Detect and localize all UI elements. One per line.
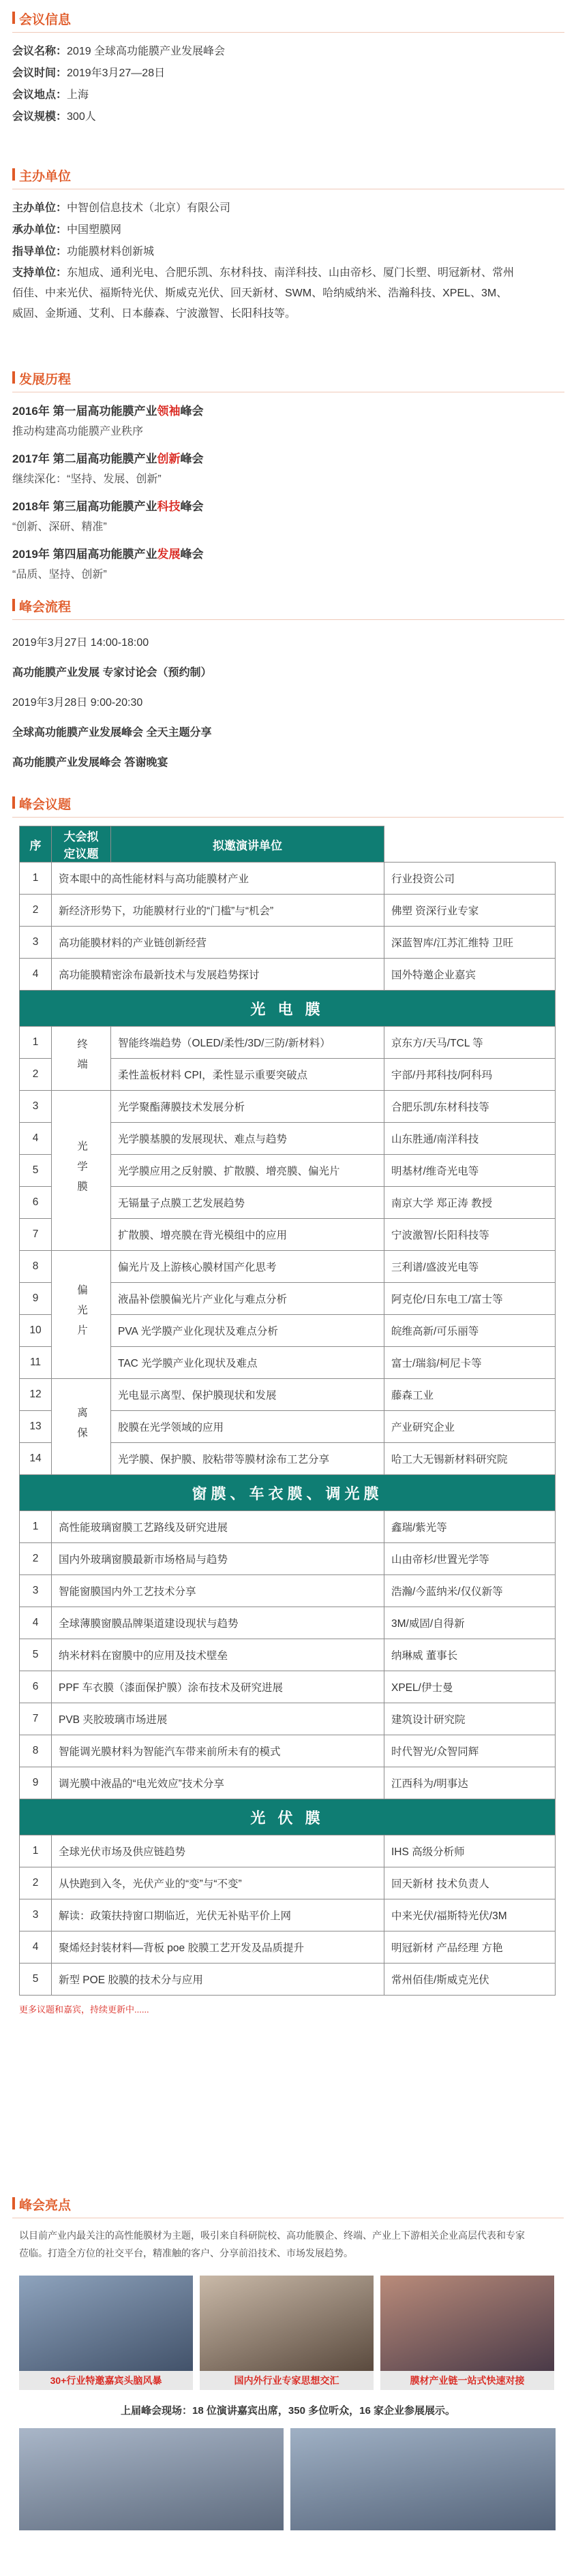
row-number: 4 — [20, 959, 52, 991]
row-topic: 光学膜应用之反射膜、扩散膜、增亮膜、偏光片 — [111, 1155, 384, 1187]
row-number: 4 — [20, 1607, 52, 1639]
row-number: 3 — [20, 1091, 52, 1123]
last-summit-stats: 上届峰会现场：18 位演讲嘉宾出席，350 多位听众，16 家企业参展展示。 — [121, 2405, 455, 2417]
row-topic: 国内外玻璃窗膜最新市场格局与趋势 — [52, 1543, 384, 1575]
table-row — [20, 927, 556, 959]
row-topic: 高功能膜精密涂布最新技术与发展趋势探讨 — [52, 959, 384, 991]
row-topic: 柔性盖板材料 CPI，柔性显示重要突破点 — [111, 1059, 384, 1091]
photo-row — [0, 2276, 576, 2390]
history-heading — [12, 448, 564, 470]
table-row — [20, 1964, 556, 1996]
row-number: 12 — [20, 1379, 52, 1411]
history-post: 峰会 — [180, 452, 204, 465]
flow-line: 全球高功能膜产业发展峰会 全天主题分享 — [12, 727, 212, 739]
highlights-line: 莅临。打造全方位的社交平台，精准触的客户、分享前沿技术、市场发展趋势。 — [19, 2248, 353, 2259]
row-topic: 高功能膜材料的产业链创新经营 — [52, 927, 384, 959]
section-history — [12, 369, 564, 591]
history-pre: 2019年 第四届高功能膜产业 — [12, 548, 157, 561]
row-topic: 解读：政策扶持窗口期临近，光伏无补贴平价上网 — [52, 1899, 384, 1931]
history-heading — [12, 496, 564, 518]
history-subtitle: 继续深化：“坚持、发展、创新” — [12, 474, 162, 485]
row-number: 5 — [20, 1964, 52, 1996]
row-number: 8 — [20, 1251, 52, 1283]
row-speaker: 深蓝智库/江苏汇维特 卫旺 — [384, 927, 556, 959]
flow-lines — [12, 628, 564, 778]
photo-card — [200, 2276, 374, 2390]
row-number: 5 — [20, 1155, 52, 1187]
history-highlight: 科技 — [157, 500, 181, 513]
org-value: 中智创信息技术（北京）有限公司 — [67, 202, 231, 214]
row-topic: TAC 光学膜产业化现状及难点 — [111, 1347, 384, 1379]
agenda-header-cell: 拟邀演讲单位 — [111, 826, 384, 863]
row-speaker: 阿克伦/日东电工/富士等 — [384, 1283, 556, 1315]
row-topic: PVB 夹胶玻璃市场进展 — [52, 1703, 384, 1735]
speaker-photo — [200, 2276, 374, 2371]
history-post: 峰会 — [180, 405, 204, 418]
flow-line: 2019年3月28日 9:00-20:30 — [12, 697, 143, 709]
section-title-history: 发展历程 — [12, 369, 71, 392]
row-topic: 胶膜在光学领域的应用 — [111, 1411, 384, 1443]
row-number: 9 — [20, 1767, 52, 1799]
exhibition-photo — [380, 2276, 554, 2371]
row-topic: 智能窗膜国内外工艺技术分享 — [52, 1575, 384, 1607]
flow-line: 高功能膜产业发展峰会 答谢晚宴 — [12, 757, 168, 769]
row-number: 2 — [20, 1059, 52, 1091]
row-group: 终端 — [52, 1027, 111, 1091]
row-topic: 聚烯烃封装材料—背板 poe 胶膜工艺开发及品质提升 — [52, 1931, 384, 1964]
info-label: 会议时间： — [12, 67, 67, 79]
history-items — [12, 401, 564, 585]
history-highlight: 发展 — [157, 548, 181, 561]
table-row — [20, 1735, 556, 1767]
history-pre: 2018年 第三届高功能膜产业 — [12, 500, 157, 513]
row-speaker: 山东胜通/南洋科技 — [384, 1123, 556, 1155]
org-row — [12, 241, 564, 263]
photo-caption: 膜材产业链一站式快速对接 — [380, 2371, 554, 2390]
history-post: 峰会 — [180, 548, 204, 561]
table-row — [20, 1091, 556, 1123]
table-row — [20, 1767, 556, 1799]
info-value: 2019年3月27—28日 — [67, 67, 166, 79]
org-label: 承办单位： — [12, 224, 67, 236]
row-topic: 偏光片及上游核心膜材国产化思考 — [111, 1251, 384, 1283]
row-speaker: 国外特邀企业嘉宾 — [384, 959, 556, 991]
row-number: 4 — [20, 1931, 52, 1964]
history-subtitle: “创新、深研、精准” — [12, 521, 107, 533]
photo-card — [19, 2276, 193, 2390]
agenda-band-title: 窗膜、车衣膜、调光膜 — [20, 1475, 556, 1511]
row-number: 6 — [20, 1187, 52, 1219]
row-speaker: 江西科为/明事达 — [384, 1767, 556, 1799]
row-group: 离保 — [52, 1379, 111, 1475]
row-speaker: IHS 高级分析师 — [384, 1835, 556, 1867]
org-value: 中国塑膜网 — [67, 224, 122, 236]
info-row — [12, 84, 564, 106]
section-title-agenda: 峰会议题 — [12, 794, 71, 817]
row-number: 6 — [20, 1671, 52, 1703]
row-topic: 从快跑到入冬，光伏产业的“变”与“不变” — [52, 1867, 384, 1899]
row-topic: 资本眼中的高性能材料与高功能膜材产业 — [52, 863, 384, 895]
row-speaker: 3M/威固/自得新 — [384, 1607, 556, 1639]
divider — [12, 619, 564, 620]
table-row — [20, 1931, 556, 1964]
more-topics-note: 更多议题和嘉宾，持续更新中...... — [19, 2004, 149, 2015]
info-rows — [12, 41, 564, 128]
row-topic: 新经济形势下，功能膜材行业的“门槛”与“机会” — [52, 895, 384, 927]
section-agenda — [0, 794, 576, 2015]
info-label: 会议地点： — [12, 89, 67, 101]
row-number: 1 — [20, 1027, 52, 1059]
row-speaker: 皖维高新/可乐丽等 — [384, 1315, 556, 1347]
table-row — [20, 1607, 556, 1639]
table-row — [20, 1639, 556, 1671]
history-highlight: 创新 — [157, 452, 181, 465]
row-speaker: 产业研究企业 — [384, 1411, 556, 1443]
org-row — [12, 219, 564, 241]
table-row — [20, 1899, 556, 1931]
section-org — [12, 166, 564, 324]
flow-line: 高功能膜产业发展 专家讨论会（预约制） — [12, 667, 212, 679]
info-label: 会议规模： — [12, 111, 67, 123]
history-pre: 2017年 第二届高功能膜产业 — [12, 452, 157, 465]
row-topic: 全球薄膜窗膜品牌渠道建设现状与趋势 — [52, 1607, 384, 1639]
audience-photo — [290, 2428, 556, 2530]
info-row — [12, 106, 564, 128]
history-heading — [12, 401, 564, 422]
row-topic: 无镉量子点膜工艺发展趋势 — [111, 1187, 384, 1219]
org-label: 主办单位： — [12, 202, 67, 214]
history-subtitle: 推动构建高功能膜产业秩序 — [12, 426, 144, 437]
row-speaker: 宁波激智/长阳科技等 — [384, 1219, 556, 1251]
row-number: 14 — [20, 1443, 52, 1475]
org-row — [12, 198, 564, 219]
support-block — [12, 263, 564, 324]
org-rows — [12, 198, 564, 263]
row-topic: 纳米材料在窗膜中的应用及技术壁垒 — [52, 1639, 384, 1671]
support-line: 佰佳、中来光伏、福斯特光伏、斯威克光伏、回天新材、SWM、哈纳威纳米、浩瀚科技、XPEL、3M、 — [12, 288, 508, 299]
section-highlights — [0, 2195, 576, 2530]
row-number: 3 — [20, 1899, 52, 1931]
row-number: 2 — [20, 1543, 52, 1575]
org-value: 功能膜材料创新城 — [67, 246, 155, 258]
row-topic: 高性能玻璃窗膜工艺路线及研究进展 — [52, 1511, 384, 1543]
row-topic: 新型 POE 胶膜的技术分与应用 — [52, 1964, 384, 1996]
row-number: 1 — [20, 863, 52, 895]
flow-line: 2019年3月27日 14:00-18:00 — [12, 637, 149, 649]
row-topic: PVA 光学膜产业化现状及难点分析 — [111, 1315, 384, 1347]
agenda-band-row — [20, 991, 556, 1027]
row-group: 偏光片 — [52, 1251, 111, 1379]
row-topic: 扩散膜、增亮膜在背光模组中的应用 — [111, 1219, 384, 1251]
section-flow — [12, 597, 564, 778]
row-topic: 调光膜中液晶的“电光效应”技术分享 — [52, 1767, 384, 1799]
row-speaker: 鑫瑞/紫光等 — [384, 1511, 556, 1543]
info-label: 会议名称： — [12, 46, 67, 57]
section-title-org: 主办单位 — [12, 166, 71, 189]
row-topic: 光学膜基膜的发展现状、难点与趋势 — [111, 1123, 384, 1155]
agenda-header-row — [20, 826, 556, 863]
table-row — [20, 1575, 556, 1607]
row-group: 光学膜 — [52, 1091, 111, 1251]
row-speaker: XPEL/伊士曼 — [384, 1671, 556, 1703]
table-row — [20, 1671, 556, 1703]
section-title-highlights: 峰会亮点 — [12, 2195, 71, 2218]
row-speaker: 建筑设计研究院 — [384, 1703, 556, 1735]
row-topic: 智能调光膜材料为智能汽车带来前所未有的模式 — [52, 1735, 384, 1767]
row-topic: PPF 车衣膜（漆面保护膜）涂布技术及研究进展 — [52, 1671, 384, 1703]
table-row — [20, 959, 556, 991]
row-number: 8 — [20, 1735, 52, 1767]
history-subtitle: “品质、坚持、创新” — [12, 569, 107, 580]
history-highlight: 领袖 — [157, 405, 181, 418]
row-topic: 光学聚酯薄膜技术发展分析 — [111, 1091, 384, 1123]
audience-photo — [19, 2428, 284, 2530]
table-row — [20, 895, 556, 927]
row-speaker: 佛塑 资深行业专家 — [384, 895, 556, 927]
row-number: 11 — [20, 1347, 52, 1379]
info-value: 300人 — [67, 111, 96, 123]
row-speaker: 中来光伏/福斯特光伏/3M — [384, 1899, 556, 1931]
support-line: 东旭成、通利光电、合肥乐凯、东材科技、南洋科技、山由帝杉、厦门长塑、明冠新材、常州 — [67, 267, 515, 279]
org-label: 指导单位： — [12, 246, 67, 258]
history-post: 峰会 — [180, 500, 204, 513]
agenda-band-title: 光 电 膜 — [20, 991, 556, 1027]
row-number: 5 — [20, 1639, 52, 1671]
row-speaker: 宇部/丹邦科技/阿科玛 — [384, 1059, 556, 1091]
row-speaker: 哈工大无锡新材料研究院 — [384, 1443, 556, 1475]
row-speaker: 合肥乐凯/东材科技等 — [384, 1091, 556, 1123]
row-speaker: 行业投资公司 — [384, 863, 556, 895]
agenda-header-cell: 序 — [20, 826, 52, 863]
history-pre: 2016年 第一届高功能膜产业 — [12, 405, 157, 418]
row-speaker: 藤森工业 — [384, 1379, 556, 1411]
table-row — [20, 1835, 556, 1867]
row-number: 3 — [20, 927, 52, 959]
row-topic: 全球光伏市场及供应链趋势 — [52, 1835, 384, 1867]
row-speaker: 纳琳威 董事长 — [384, 1639, 556, 1671]
row-number: 13 — [20, 1411, 52, 1443]
row-speaker: 时代智光/众智同辉 — [384, 1735, 556, 1767]
info-row — [12, 63, 564, 84]
table-row — [20, 1251, 556, 1283]
row-speaker: 明冠新材 产品经理 方艳 — [384, 1931, 556, 1964]
row-number: 4 — [20, 1123, 52, 1155]
photo-row-bottom — [0, 2428, 576, 2530]
table-row — [20, 1379, 556, 1411]
history-heading — [12, 544, 564, 565]
section-title-flow: 峰会流程 — [12, 597, 71, 619]
row-topic: 光电显示离型、保护膜现状和发展 — [111, 1379, 384, 1411]
section-info — [12, 10, 564, 128]
row-speaker: 回天新材 技术负责人 — [384, 1867, 556, 1899]
row-number: 1 — [20, 1511, 52, 1543]
agenda-band-row — [20, 1799, 556, 1835]
table-row — [20, 863, 556, 895]
row-number: 2 — [20, 895, 52, 927]
row-speaker: 常州佰佳/斯威克光伏 — [384, 1964, 556, 1996]
row-number: 7 — [20, 1703, 52, 1735]
info-value: 2019 全球高功能膜产业发展峰会 — [67, 46, 226, 57]
row-speaker: 富士/瑞翁/柯尼卡等 — [384, 1347, 556, 1379]
agenda-band-title: 光 伏 膜 — [20, 1799, 556, 1835]
conference-photo — [19, 2276, 193, 2371]
photo-caption: 国内外行业专家思想交汇 — [200, 2371, 374, 2390]
table-row — [20, 1867, 556, 1899]
row-speaker: 三利谱/盛波光电等 — [384, 1251, 556, 1283]
row-number: 1 — [20, 1835, 52, 1867]
agenda-table — [19, 826, 556, 1996]
row-number: 7 — [20, 1219, 52, 1251]
support-label: 支持单位： — [12, 267, 67, 279]
row-speaker: 京东方/天马/TCL 等 — [384, 1027, 556, 1059]
agenda-header-cell: 大会拟定议题 — [52, 826, 111, 863]
agenda-band-row — [20, 1475, 556, 1511]
row-number: 10 — [20, 1315, 52, 1347]
photo-caption: 30+行业特邀嘉宾头脑风暴 — [19, 2371, 193, 2390]
divider — [12, 32, 564, 33]
row-topic: 智能终端趋势（OLED/柔性/3D/三防/新材料） — [111, 1027, 384, 1059]
row-speaker: 山由帝杉/世置光学等 — [384, 1543, 556, 1575]
support-line: 威固、金斯通、艾利、日本藤森、宁波激智、长阳科技等。 — [12, 308, 297, 320]
row-number: 3 — [20, 1575, 52, 1607]
row-speaker: 明基材/维奇光电等 — [384, 1155, 556, 1187]
row-number: 9 — [20, 1283, 52, 1315]
info-row — [12, 41, 564, 63]
row-topic: 光学膜、保护膜、胶粘带等膜材涂布工艺分享 — [111, 1443, 384, 1475]
info-value: 上海 — [67, 89, 89, 101]
row-topic: 液晶补偿膜偏光片产业化与难点分析 — [111, 1283, 384, 1315]
table-row — [20, 1511, 556, 1543]
highlights-paragraph — [0, 2226, 576, 2262]
table-row — [20, 1703, 556, 1735]
row-speaker: 浩瀚/今蓝纳米/仅仪新等 — [384, 1575, 556, 1607]
photo-card — [380, 2276, 554, 2390]
table-row — [20, 1543, 556, 1575]
row-number: 2 — [20, 1867, 52, 1899]
highlights-line: 以目前产业内最关注的高性能膜材为主题，吸引来自科研院校、高功能膜企、终端、产业上下游相关企业高层代表和专家 — [19, 2230, 525, 2241]
row-speaker: 南京大学 郑正涛 教授 — [384, 1187, 556, 1219]
table-row — [20, 1027, 556, 1059]
section-title-info: 会议信息 — [12, 10, 71, 32]
divider — [12, 817, 564, 818]
